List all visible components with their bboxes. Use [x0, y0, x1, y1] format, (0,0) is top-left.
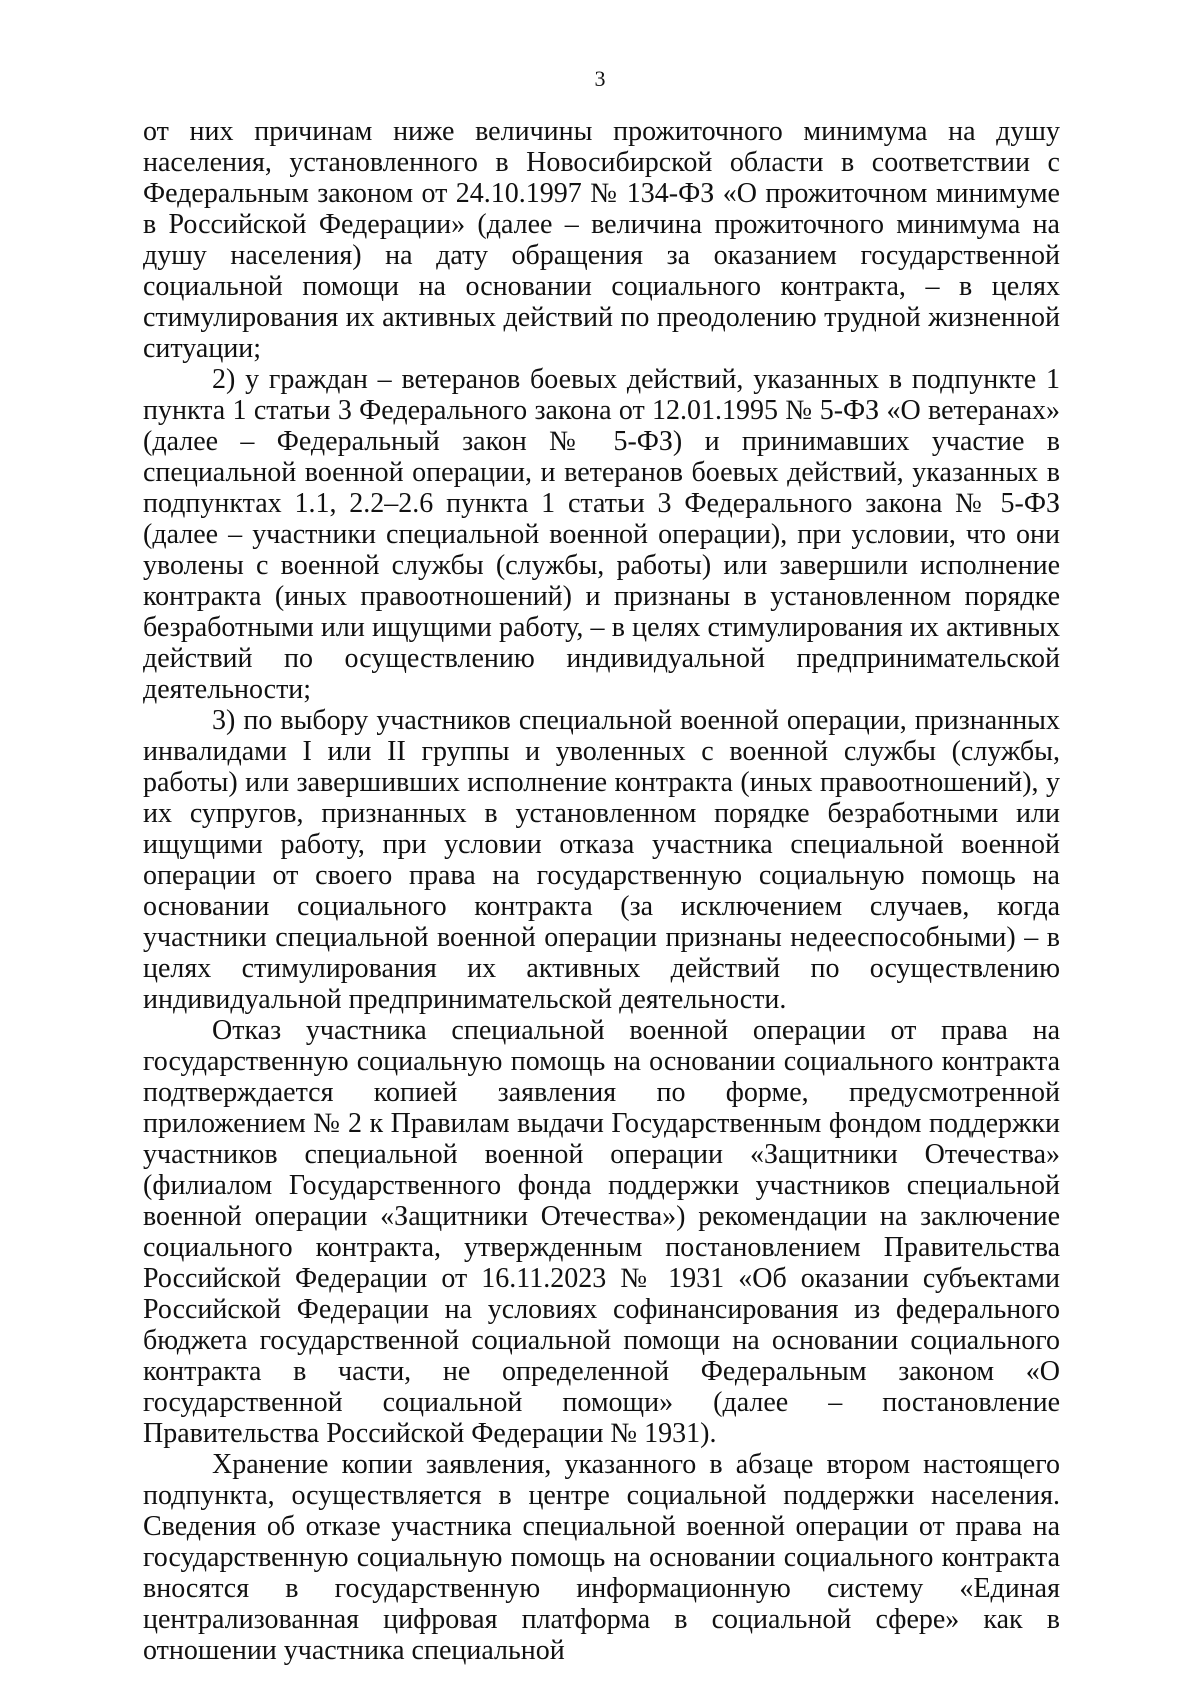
- paragraph-refusal: Отказ участника специальной военной операции от права на государственную социальную помощь на основании социального контракта подтверждается копией заявления по форме, предусмотренной приложением № 2 к Правилам выдачи Государственным фондом поддержки участников специальной военной операции «Защитники Отечества» (филиалом Государственного фонда поддержки участников специальной военной операции «Защитники Отечества») рекомендации на заключение социального контракта, утвержденным постановлением Правительства Российской Федерации от 16.11.2023 № 1931 «Об оказании субъектами Российской Федерации на условиях софинансирования из федерального бюджета государственной социальной помощи на основании социального контракта в части, не определенной Федеральным законом «О государственной социальной помощи» (далее – постановление Правительства Российской Федерации № 1931).: [143, 1015, 1060, 1449]
- paragraph-storage: Хранение копии заявления, указанного в абзаце втором настоящего подпункта, осуществляется в центре социальной поддержки населения. Сведения об отказе участника специальной военной операции от права на государственную социальную помощь на основании социального контракта вносятся в государственную информационную систему «Единая централизованная цифровая платформа в социальной сфере» как в отношении участника специальной: [143, 1449, 1060, 1666]
- page-number: 3: [594, 66, 606, 91]
- paragraph-item-2: 2) у граждан – ветеранов боевых действий, указанных в подпункте 1 пункта 1 статьи 3 Федерального закона от 12.01.1995 № 5-ФЗ «О ветеранах» (далее – Федеральный закон № 5-ФЗ) и принимавших участие в специальной военной операции, и ветеранов боевых действий, указанных в подпунктах 1.1, 2.2–2.6 пункта 1 статьи 3 Федерального закона № 5-ФЗ (далее – участники специальной военной операции), при условии, что они уволены с военной службы (службы, работы) или завершили исполнение контракта (иных правоотношений) и признаны в установленном порядке безработными или ищущими работу, – в целях стимулирования их активных действий по осуществлению индивидуальной предпринимательской деятельности;: [143, 364, 1060, 705]
- paragraph-item-3: 3) по выбору участников специальной военной операции, признанных инвалидами I или II группы и уволенных с военной службы (службы, работы) или завершивших исполнение контракта (иных правоотношений), у их супругов, признанных в установленном порядке безработными или ищущими работу, при условии отказа участника специальной военной операции от своего права на государственную социальную помощь на основании социального контракта (за исключением случаев, когда участники специальной военной операции признаны недееспособными) – в целях стимулирования их активных действий по осуществлению индивидуальной предпринимательской деятельности.: [143, 705, 1060, 1015]
- document-body: [143, 116, 1060, 1666]
- paragraph-continuation: от них причинам ниже величины прожиточного минимума на душу населения, установленного в Новосибирской области в соответствии с Федеральным законом от 24.10.1997 № 134-ФЗ «О прожиточном минимуме в Российской Федерации» (далее – величина прожиточного минимума на душу населения) на дату обращения за оказанием государственной социальной помощи на основании социального контракта, – в целях стимулирования их активных действий по преодолению трудной жизненной ситуации;: [143, 116, 1060, 364]
